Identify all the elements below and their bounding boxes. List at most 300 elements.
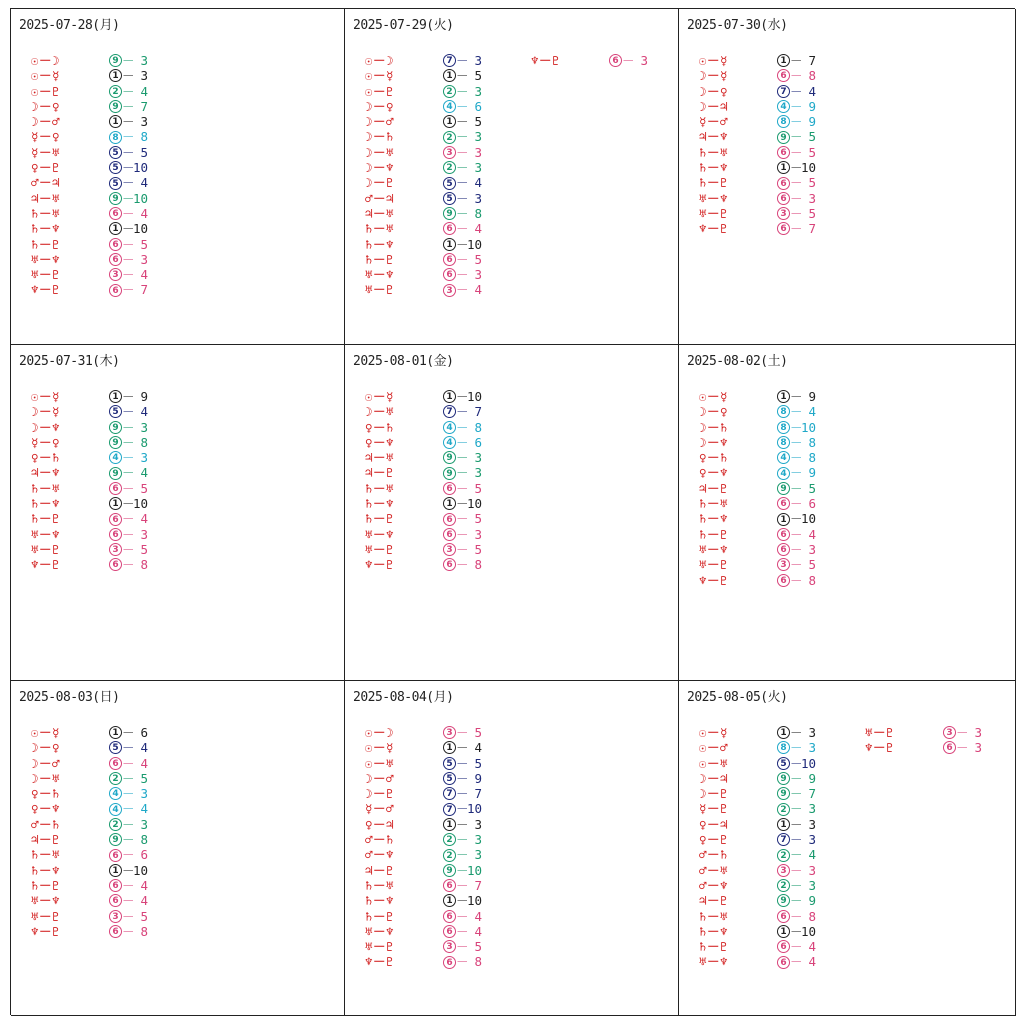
aspect-row: [31, 145, 148, 160]
aspect-row: [699, 389, 816, 404]
aspect-circle-icon: 1: [109, 390, 122, 403]
aspect-circle-icon: 9: [109, 421, 122, 434]
aspect-row: [699, 725, 816, 740]
strength-value: 4: [140, 205, 148, 221]
strength-value: 9: [474, 770, 482, 786]
aspect-row: [699, 527, 816, 542]
date-label: 2025-07-31(木): [19, 354, 120, 369]
planet-pair: ♄－♇: [31, 511, 61, 527]
strength-value: 8: [140, 129, 148, 145]
strength-value: 8: [474, 557, 482, 573]
aspect-row: [365, 954, 482, 969]
aspect-circle-icon: 6: [109, 849, 122, 862]
aspect-circle-icon: 6: [109, 284, 122, 297]
separator: －: [790, 190, 803, 206]
aspect-circle-icon: 1: [777, 390, 790, 403]
aspect-row: [31, 84, 148, 99]
strength-value: 5: [808, 144, 816, 160]
strength-value: 10: [132, 160, 148, 176]
aspect-row: [365, 175, 482, 190]
aspect-circle-icon: 4: [443, 421, 456, 434]
separator: －: [456, 221, 469, 237]
aspect-circle-icon: 2: [443, 833, 456, 846]
planet-pair: ☿－♂: [365, 801, 395, 817]
aspect-row: [699, 863, 816, 878]
strength-value: 3: [474, 450, 482, 466]
planet-pair: ♃－♇: [365, 862, 395, 878]
aspect-circle-icon: 5: [109, 405, 122, 418]
planet-pair: ♆－♇: [531, 53, 561, 68]
aspect-row: [699, 435, 816, 450]
aspect-circle-icon: 9: [109, 436, 122, 449]
separator: －: [956, 740, 969, 756]
aspect-circle-icon: 6: [777, 940, 790, 953]
aspect-row: [365, 389, 482, 404]
separator: －: [122, 114, 135, 130]
strength-value: 10: [132, 190, 148, 206]
separator: －: [456, 877, 469, 893]
aspect-circle-icon: 4: [109, 451, 122, 464]
aspect-circle-icon: 6: [443, 528, 456, 541]
aspect-row: [365, 129, 482, 144]
strength-value: 3: [474, 847, 482, 863]
aspect-circle-icon: 9: [777, 894, 790, 907]
strength-value: 4: [140, 740, 148, 756]
planet-pair: ☽－♆: [699, 434, 729, 450]
aspect-row: [31, 771, 148, 786]
planet-pair: ♄－♇: [699, 939, 729, 955]
separator: －: [122, 526, 135, 542]
separator: －: [790, 83, 803, 99]
strength-value: 4: [474, 923, 482, 939]
strength-value: 4: [140, 267, 148, 283]
aspect-row: [699, 771, 816, 786]
strength-value: 5: [140, 144, 148, 160]
separator: －: [122, 832, 135, 848]
aspect-circle-icon: 4: [443, 436, 456, 449]
aspect-row: [365, 817, 482, 832]
aspect-circle-icon: 9: [109, 54, 122, 67]
planet-pair: ♃－♇: [699, 480, 729, 496]
aspect-row: [365, 847, 482, 862]
aspect-row: [699, 404, 816, 419]
aspect-row: [365, 801, 482, 816]
strength-value: 4: [140, 755, 148, 771]
planet-pair: ♄－♇: [365, 908, 395, 924]
aspect-circle-icon: 1: [443, 115, 456, 128]
aspect-circle-icon: 6: [109, 925, 122, 938]
separator: －: [456, 465, 469, 481]
planet-pair: ♆－♇: [865, 740, 895, 756]
aspect-row: [699, 954, 816, 969]
separator: －: [122, 68, 135, 84]
aspect-list: [31, 389, 148, 573]
aspect-row: [31, 267, 148, 282]
planet-pair: ♄－♅: [31, 480, 61, 496]
strength-value: 3: [808, 740, 816, 756]
strength-value: 7: [474, 404, 482, 420]
aspect-row: [365, 435, 482, 450]
separator: －: [790, 847, 803, 863]
planet-pair: ♆－♇: [365, 954, 395, 970]
aspect-list: [865, 725, 982, 756]
strength-value: 3: [808, 832, 816, 848]
strength-value: 10: [466, 236, 482, 252]
separator: －: [790, 419, 803, 435]
aspect-circle-icon: 2: [109, 772, 122, 785]
aspect-row: [31, 282, 148, 297]
strength-value: 9: [140, 389, 148, 404]
strength-value: 4: [140, 801, 148, 817]
separator: －: [456, 801, 469, 817]
aspect-circle-icon: 6: [109, 513, 122, 526]
strength-value: 10: [800, 755, 816, 771]
planet-pair: ♃－♇: [31, 832, 61, 848]
aspect-list: [31, 725, 148, 939]
strength-value: 5: [140, 541, 148, 557]
strength-value: 8: [474, 419, 482, 435]
separator: －: [790, 939, 803, 955]
planet-pair: ☉－☽: [31, 53, 61, 68]
separator: －: [790, 862, 803, 878]
aspect-circle-icon: 4: [109, 803, 122, 816]
aspect-circle-icon: 1: [109, 864, 122, 877]
separator: －: [790, 801, 803, 817]
aspect-row: [531, 53, 648, 68]
strength-value: 6: [140, 725, 148, 740]
aspect-circle-icon: 3: [943, 726, 956, 739]
planet-pair: ♅－♆: [31, 526, 61, 542]
strength-value: 4: [808, 847, 816, 863]
planet-pair: ☽－☿: [31, 404, 61, 420]
aspect-row: [699, 847, 816, 862]
strength-value: 9: [808, 893, 816, 909]
strength-value: 5: [474, 480, 482, 496]
strength-value: 5: [474, 939, 482, 955]
separator: －: [456, 541, 469, 557]
aspect-row: [865, 725, 982, 740]
planet-pair: ♅－♆: [699, 541, 729, 557]
aspect-row: [365, 465, 482, 480]
aspect-circle-icon: 2: [109, 818, 122, 831]
aspect-row: [699, 465, 816, 480]
aspect-row: [31, 404, 148, 419]
strength-value: 8: [140, 557, 148, 573]
strength-value: 5: [474, 725, 482, 740]
aspect-circle-icon: 2: [109, 85, 122, 98]
planet-pair: ☉－☽: [365, 725, 395, 740]
planet-pair: ♅－♆: [31, 251, 61, 267]
aspect-circle-icon: 6: [777, 528, 790, 541]
aspect-row: [365, 878, 482, 893]
aspect-row: [699, 145, 816, 160]
separator: －: [122, 923, 135, 939]
separator: －: [790, 98, 803, 114]
planet-pair: ☉－☿: [699, 725, 729, 740]
separator: －: [622, 53, 635, 68]
aspect-row: [31, 511, 148, 526]
separator: －: [456, 53, 469, 68]
separator: －: [456, 893, 469, 909]
separator: －: [122, 557, 135, 573]
planet-pair: ♅－♇: [365, 541, 395, 557]
strength-value: 3: [474, 129, 482, 145]
separator: －: [456, 450, 469, 466]
aspect-circle-icon: 4: [777, 100, 790, 113]
planet-pair: ♅－♆: [365, 923, 395, 939]
planet-pair: ♀－♃: [365, 816, 395, 832]
strength-value: 3: [140, 450, 148, 466]
aspect-list: [699, 725, 816, 970]
strength-value: 4: [808, 939, 816, 955]
day-cell: [679, 345, 1016, 681]
aspect-circle-icon: 6: [777, 497, 790, 510]
strength-value: 5: [808, 175, 816, 191]
separator: －: [456, 175, 469, 191]
aspect-row: [365, 756, 482, 771]
separator: －: [456, 954, 469, 970]
strength-value: 4: [474, 908, 482, 924]
aspect-row: [365, 496, 482, 511]
aspect-row: [365, 420, 482, 435]
separator: －: [456, 832, 469, 848]
planet-pair: ♃－♆: [31, 465, 61, 481]
separator: －: [456, 557, 469, 573]
aspect-circle-icon: 5: [777, 757, 790, 770]
separator: －: [122, 160, 135, 176]
aspect-row: [365, 84, 482, 99]
aspect-row: [365, 221, 482, 236]
planet-pair: ☽－♂: [31, 755, 61, 771]
aspect-row: [365, 557, 482, 572]
strength-value: 4: [474, 282, 482, 298]
planet-pair: ♅－♆: [365, 267, 395, 283]
planet-pair: ☽－♅: [365, 404, 395, 420]
aspect-circle-icon: 6: [109, 757, 122, 770]
aspect-circle-icon: 9: [109, 467, 122, 480]
aspect-list: [531, 53, 648, 68]
planet-pair: ♂－♅: [699, 862, 729, 878]
separator: －: [790, 144, 803, 160]
separator: －: [456, 160, 469, 176]
strength-value: 10: [132, 221, 148, 237]
aspect-row: [699, 175, 816, 190]
aspect-circle-icon: 9: [777, 787, 790, 800]
date-label: 2025-08-04(月): [353, 690, 454, 705]
planet-pair: ☽－♃: [699, 770, 729, 786]
aspect-circle-icon: 6: [443, 558, 456, 571]
aspect-row: [365, 99, 482, 114]
aspect-row: [699, 817, 816, 832]
separator: －: [790, 175, 803, 191]
aspect-circle-icon: 2: [777, 803, 790, 816]
planet-pair: ☽－♇: [699, 786, 729, 802]
planet-pair: ☽－♅: [31, 770, 61, 786]
aspect-circle-icon: 9: [443, 207, 456, 220]
strength-value: 3: [140, 419, 148, 435]
planet-pair: ♄－♆: [365, 496, 395, 512]
aspect-circle-icon: 3: [443, 284, 456, 297]
aspect-row: [365, 450, 482, 465]
aspect-row: [31, 191, 148, 206]
planet-pair: ♆－♇: [365, 557, 395, 573]
strength-value: 7: [808, 221, 816, 237]
aspect-row: [365, 893, 482, 908]
strength-value: 7: [474, 786, 482, 802]
separator: －: [122, 144, 135, 160]
aspect-circle-icon: 1: [443, 497, 456, 510]
aspect-row: [365, 909, 482, 924]
strength-value: 3: [474, 53, 482, 68]
date-label: 2025-08-05(火): [687, 690, 788, 705]
separator: －: [790, 465, 803, 481]
planet-pair: ♀－♄: [31, 450, 61, 466]
separator: －: [122, 770, 135, 786]
separator: －: [790, 526, 803, 542]
strength-value: 4: [140, 893, 148, 909]
separator: －: [122, 740, 135, 756]
aspect-circle-icon: 4: [777, 467, 790, 480]
aspect-row: [699, 206, 816, 221]
planet-pair: ☽－♀: [699, 404, 729, 420]
separator: －: [122, 496, 135, 512]
aspect-row: [365, 267, 482, 282]
separator: －: [790, 832, 803, 848]
separator: －: [790, 923, 803, 939]
aspect-circle-icon: 2: [443, 131, 456, 144]
planet-pair: ♆－♇: [31, 923, 61, 939]
separator: －: [456, 205, 469, 221]
aspect-row: [365, 252, 482, 267]
strength-value: 9: [808, 98, 816, 114]
day-cell: [11, 681, 345, 1016]
separator: －: [790, 205, 803, 221]
aspect-circle-icon: 1: [777, 54, 790, 67]
aspect-row: [31, 114, 148, 129]
strength-value: 10: [466, 801, 482, 817]
aspect-row: [365, 206, 482, 221]
aspect-row: [365, 863, 482, 878]
aspect-circle-icon: 1: [777, 161, 790, 174]
planet-pair: ☽－♄: [365, 129, 395, 145]
planet-pair: ♀－♆: [31, 801, 61, 817]
aspect-row: [365, 191, 482, 206]
planet-pair: ♅－♇: [699, 557, 729, 573]
separator: －: [456, 770, 469, 786]
aspect-circle-icon: 4: [109, 787, 122, 800]
separator: －: [456, 908, 469, 924]
planet-pair: ♅－♇: [365, 282, 395, 298]
day-cell: [345, 9, 679, 345]
separator: －: [122, 755, 135, 771]
strength-value: 8: [808, 68, 816, 84]
aspect-row: [365, 282, 482, 297]
planet-pair: ♆－♇: [31, 282, 61, 298]
planet-pair: ♄－♇: [31, 236, 61, 252]
aspect-circle-icon: 1: [109, 69, 122, 82]
day-cell: [345, 681, 679, 1016]
aspect-row: [31, 420, 148, 435]
strength-value: 3: [140, 68, 148, 84]
planet-pair: ☽－♂: [31, 114, 61, 130]
separator: －: [790, 160, 803, 176]
aspect-circle-icon: 1: [443, 741, 456, 754]
strength-value: 7: [808, 53, 816, 68]
separator: －: [456, 98, 469, 114]
separator: －: [122, 282, 135, 298]
separator: －: [456, 190, 469, 206]
aspect-circle-icon: 6: [443, 513, 456, 526]
aspect-calendar-grid: [10, 8, 1015, 1015]
separator: －: [122, 847, 135, 863]
separator: －: [122, 129, 135, 145]
planet-pair: ♀－♆: [365, 434, 395, 450]
aspect-row: [365, 160, 482, 175]
aspect-circle-icon: 1: [443, 894, 456, 907]
separator: －: [122, 404, 135, 420]
strength-value: 10: [132, 862, 148, 878]
strength-value: 10: [466, 893, 482, 909]
aspect-row: [365, 832, 482, 847]
aspect-circle-icon: 4: [443, 100, 456, 113]
planet-pair: ☉－☽: [365, 53, 395, 68]
separator: －: [790, 770, 803, 786]
aspect-circle-icon: 7: [443, 54, 456, 67]
aspect-row: [365, 237, 482, 252]
strength-value: 3: [974, 725, 982, 740]
strength-value: 4: [140, 175, 148, 191]
aspect-row: [31, 206, 148, 221]
planet-pair: ☉－☿: [365, 68, 395, 84]
separator: －: [790, 877, 803, 893]
aspect-circle-icon: 6: [777, 69, 790, 82]
aspect-circle-icon: 1: [109, 222, 122, 235]
aspect-row: [31, 53, 148, 68]
planet-pair: ♄－♅: [31, 847, 61, 863]
planet-pair: ☉－♇: [365, 83, 395, 99]
strength-value: 8: [808, 450, 816, 466]
aspect-row: [699, 221, 816, 236]
aspect-row: [699, 420, 816, 435]
aspect-row: [31, 129, 148, 144]
aspect-circle-icon: 6: [777, 956, 790, 969]
aspect-row: [31, 527, 148, 542]
aspect-row: [31, 817, 148, 832]
aspect-row: [31, 450, 148, 465]
planet-pair: ♅－♇: [31, 267, 61, 283]
separator: －: [790, 129, 803, 145]
aspect-circle-icon: 7: [777, 833, 790, 846]
strength-value: 3: [808, 862, 816, 878]
planet-pair: ☉－♂: [699, 740, 729, 756]
separator: －: [790, 480, 803, 496]
date-label: 2025-07-28(月): [19, 18, 120, 33]
aspect-row: [699, 893, 816, 908]
separator: －: [790, 450, 803, 466]
separator: －: [456, 786, 469, 802]
strength-value: 4: [140, 465, 148, 481]
strength-value: 10: [132, 496, 148, 512]
aspect-circle-icon: 5: [443, 772, 456, 785]
strength-value: 3: [140, 526, 148, 542]
strength-value: 9: [808, 465, 816, 481]
separator: －: [790, 557, 803, 573]
strength-value: 5: [140, 908, 148, 924]
strength-value: 8: [808, 434, 816, 450]
separator: －: [456, 419, 469, 435]
separator: －: [122, 175, 135, 191]
planet-pair: ♄－♇: [699, 526, 729, 542]
